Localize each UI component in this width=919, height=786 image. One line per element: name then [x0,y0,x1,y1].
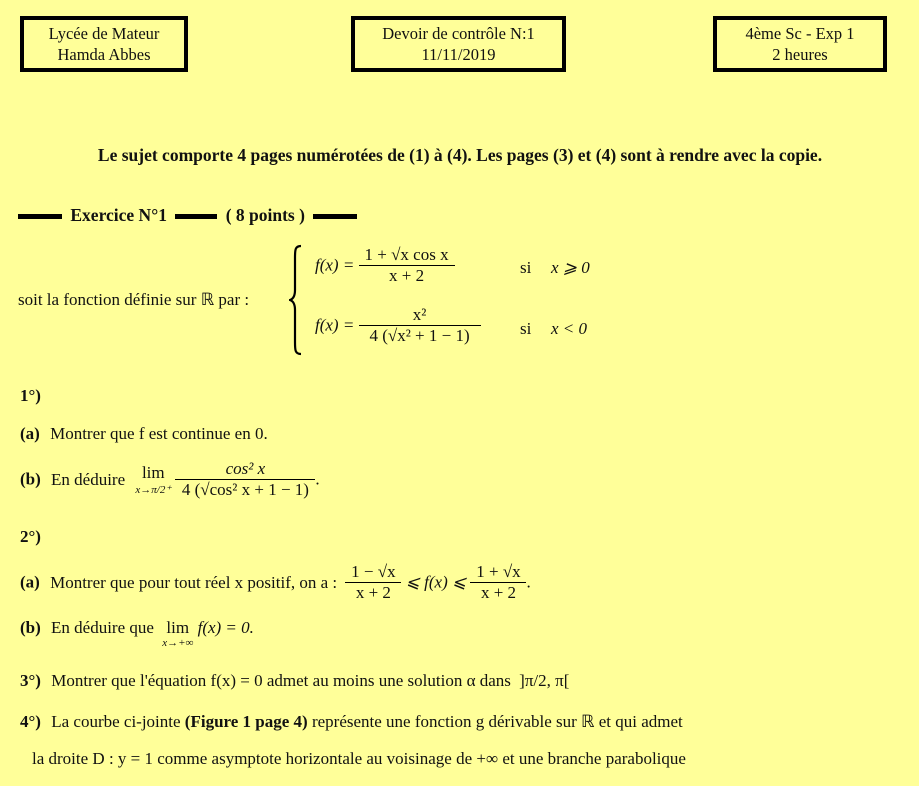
case1-denominator: x + 2 [359,265,455,286]
q2b-expression: f(x) = 0. [197,618,254,637]
q1b-numerator: cos² x [225,459,266,478]
q2a-left-fraction [345,562,401,603]
case2-condition-word: si [520,319,532,338]
case1-lhs: f(x) = [315,255,355,275]
class-name: 4ème Sc - Exp 1 [745,24,855,43]
case1-condition-word: si [520,258,532,277]
q2a-right-numerator: 1 + √x [476,562,521,581]
case2-fraction [359,305,481,346]
q2-label: 2°) [20,527,41,546]
case1-numerator: 1 + √x cos x [364,245,449,264]
q2a-right-denominator: x + 2 [470,582,526,603]
q2a-label: (a) [20,572,40,592]
case2-numerator: x² [412,305,427,324]
q2a-left-denominator: x + 2 [345,582,401,603]
exam-title: Devoir de contrôle N:1 [382,24,535,43]
q2b-lim-sub: x→+∞ [162,637,194,649]
q1a-row [20,424,268,444]
q3-row [20,671,569,691]
case2-denominator: 4 (√x² + 1 − 1) [359,325,481,346]
header-exam-box [351,16,566,72]
exercise-points: ( 8 points ) [225,205,305,225]
teacher-name: Hamda Abbes [57,45,151,64]
header-school-box [20,16,188,72]
q1b-row: (b) En déduire lim x→π/2⁺ $\frac{\text{cos² x}}{\text{4 (√cos² x + 1 − 1)}}$ . [20,459,320,499]
q3-label: 3°) [20,671,41,690]
left-brace [289,244,303,356]
q1b-limit [135,463,171,496]
q3-text: Montrer que l'équation f(x) = 0 admet au moins une solution α dans [51,671,511,690]
q1a-text: Montrer que f est continue en 0. [50,424,268,443]
case2-row [315,305,481,346]
q2a-row: (a) Montrer que pour tout réel x positif, on a : $\frac{1 - √x}{x + 2}$ ⩽ f(x) ⩽ $\frac{1 + √x}{x + 2}$ . [20,562,531,602]
case1-row [315,245,455,286]
q2a-inequality: ⩽ f(x) ⩽ [405,572,467,592]
q2b-lim: lim [166,618,190,637]
q1b-text: En déduire [51,469,126,489]
q2b-limit [162,618,193,648]
case2-lhs: f(x) = [315,315,355,335]
q4-figure-ref: (Figure 1 page 4) [184,712,308,731]
q1b-lim-sub: x→π/2⁺ [135,484,172,496]
q1a-label: (a) [20,424,40,443]
q1b-lim: lim [141,463,165,482]
q2b-label: (b) [20,618,41,637]
exam-date: 11/11/2019 [421,45,496,64]
q2a-text: Montrer que pour tout réel x positif, on a : [50,572,338,592]
case1-fraction [359,245,455,286]
q4-text-after: représente une fonction g dérivable sur ℝ et qui admet [311,712,683,731]
q2b-row [20,618,254,648]
q2b-text: En déduire que [51,618,154,637]
q1b-denominator: 4 (√cos² x + 1 − 1) [175,479,315,500]
q4-label: 4°) [20,712,41,731]
notice-text: Le sujet comporte 4 pages numérotées de (1) à (4). Les pages (3) et (4) sont à rendre avec la copie. [97,145,823,165]
q1b-label: (b) [20,469,41,489]
q4-row [20,712,683,732]
header-class-box [713,16,887,72]
exercise-title: Exercice N°1 [70,205,167,225]
case1-condition: x ⩾ 0 [551,258,590,277]
school-name: Lycée de Mateur [48,24,160,43]
case2-condition: x < 0 [551,319,588,338]
heading-rule-middle [175,214,217,219]
heading-rule-left [18,214,62,219]
q1b-fraction [175,459,315,500]
q2a-right-fraction [470,562,526,603]
q3-interval: ]π/2, π[ [519,671,570,690]
heading-rule-right [313,214,357,219]
function-intro: soit la fonction définie sur ℝ par : [18,290,250,309]
exercise-heading [18,205,357,226]
q4-text-before: La courbe ci-jointe [51,712,181,731]
q1-label: 1°) [20,386,41,405]
q4-line2: la droite D : y = 1 comme asymptote horizontale au voisinage de +∞ et une branche parabolique [32,749,686,768]
exam-duration: 2 heures [772,45,828,64]
q2a-left-numerator: 1 − √x [351,562,396,581]
